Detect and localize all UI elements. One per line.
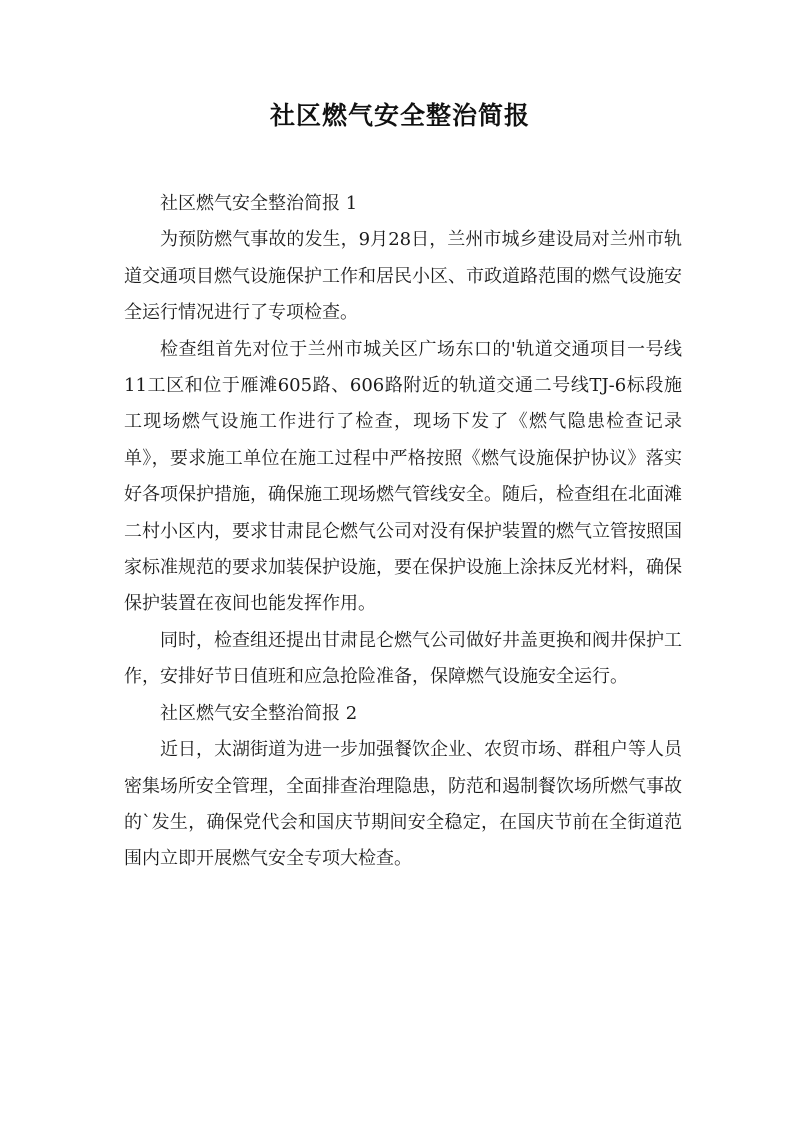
paragraph: 检查组首先对位于兰州市城关区广场东口的'轨道交通项目一号线11工区和位于雁滩605路、606路附近的轨道交通二号线TJ-6标段施工现场燃气设施工作进行了检查，现场下发了《燃气隐患检查记录单》，要求施工单位在施工过程中严格按照《燃气设施保护协议》落实好各项保护措施，确保施工现场燃气管线安全。随后，检查组在北面滩二村小区内，要求甘肃昆仑燃气公司对没有保护装置的燃气立管按照国家标准规范的要求加装保护设施，要在保护设施上涂抹反光材料，确保保护装置在夜间也能发挥作用。 — [124, 338, 682, 615]
paragraph: 为预防燃气事故的发生，9月28日，兰州市城乡建设局对兰州市轨道交通项目燃气设施保护工作和居民小区、市政道路范围的燃气设施安全运行情况进行了专项检查。 — [124, 229, 682, 324]
section-heading-1: 社区燃气安全整治简报 1 — [160, 193, 358, 214]
paragraph: 同时，检查组还提出甘肃昆仑燃气公司做好井盖更换和阀井保护工作，安排好节日值班和应急抢险准备，保障燃气设施安全运行。 — [124, 629, 682, 688]
document-title: 社区燃气安全整治简报 — [269, 101, 530, 130]
paragraph: 近日，太湖街道为进一步加强餐饮企业、农贸市场、群租户等人员密集场所安全管理，全面排查治理隐患，防范和遏制餐饮场所燃气事故的`发生，确保党代会和国庆节期间安全稳定，在国庆节前在全街道范围内立即开展燃气安全专项大检查。 — [124, 739, 682, 870]
section-heading-2: 社区燃气安全整治简报 2 — [160, 702, 358, 724]
document-body — [124, 186, 682, 878]
